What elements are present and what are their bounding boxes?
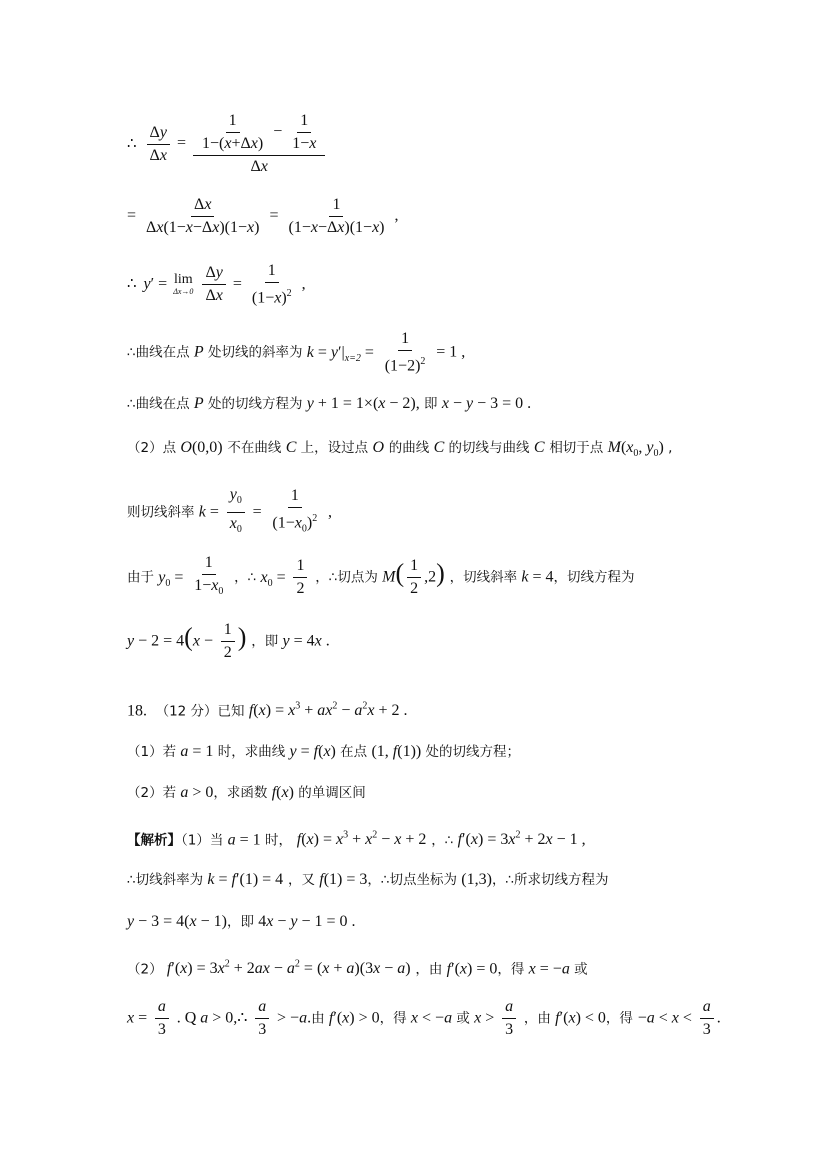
- line-derivative: ∴ y′ = lim Δx→0 $\frac{\Delta y}{\Delta x}$ = $\frac{1}{(1-x)^2}$ ,: [127, 262, 306, 307]
- line-part2-intro: （2）点 O(0,0) 不在曲线 C 上，设过点 O 的曲线 C 的切线与曲线 C 相切于点 $M(x_0$, $y_0$) ,: [127, 439, 673, 460]
- line-simplify: = $\frac{\Delta x}{\Delta x(1-x-\Delta x)(1-x)}$ = $\frac{1}{(1-x-\Delta x)(1-x)}$ ,: [127, 196, 399, 236]
- question-18-part2: （2）若 a > 0，求函数 f(x) 的单调区间: [127, 784, 366, 801]
- line-tangent-eq: ∴曲线在点 P 处的切线方程为 y + 1 = 1×(x − 2), 即 x − y − 3 = 0 .: [127, 395, 532, 412]
- therefore-symbol: ∴: [127, 135, 137, 152]
- line-slope: ∴曲线在点 P 处切线的斜率为 $k = y'|_{x=2}$ = $\frac{1}{(1-2)^2}$ = 1 ,: [127, 330, 466, 375]
- line-slope-k: 则切线斜率 k = $\frac{y_0}{x_0}$ = $\frac{1}{(1-x_0)^2}$ ,: [127, 486, 332, 536]
- solution-line-4: （2） $f'(x) = 3x^2 + 2ax - a^2 = (x + a)(3x - a)$ ，由 f′(x) = 0，得 x = −a 或: [127, 959, 588, 978]
- solution-line-3: y − 3 = 4(x − 1)，即 4x − y − 1 = 0 .: [127, 913, 356, 930]
- line-solve-point: 由于 $y_0$ = $\frac{1}{1-x_0}$ ，∴ $x_0$ = $\frac{1}{2}$ ，∴切点为 M( $\frac{1}{2}$ ,2) ，切线斜率 k = 4，切线方程为: [127, 554, 635, 598]
- solution-line-5: x = $\frac{a}{3}$ . Q a > 0,∴ $\frac{a}{3}$ > −a.由 f′(x) > 0，得 x < −a 或 x > $\frac{a}{3}$ ，由 f′(x) < 0，得 −a < x < $\frac{a}{3}$ .: [127, 998, 721, 1038]
- solution-line-2: ∴切线斜率为 k = f′(1) = 4 ，又 f(1) = 3，∴切点坐标为 (1,3)，∴所求切线方程为: [127, 871, 609, 888]
- question-18: 18. （12 分）已知 $f(x) = x^3 + ax^2 - a^2x + 2$ .: [127, 701, 408, 720]
- line-tangent-final: y − 2 = 4(x − $\frac{1}{2}$ ) ，即 y = 4x .: [127, 621, 330, 661]
- line-dy-dx: ∴ $\frac{\Delta y}{\Delta x}$ = $\frac{1}{1-(x+\Delta x)}$ − $\frac{1}{1-x}$ Δx: [127, 112, 328, 176]
- solution-line-1: 【解析】（1）当 a = 1 时， $f(x) = x^3 + x^2 - x + 2$ ，∴ $f'(x) = 3x^2 + 2x - 1$ ,: [127, 830, 586, 849]
- question-18-part1: （1）若 a = 1 时，求曲线 y = f(x) 在点 (1, f(1)) 处的切线方程；: [127, 743, 521, 760]
